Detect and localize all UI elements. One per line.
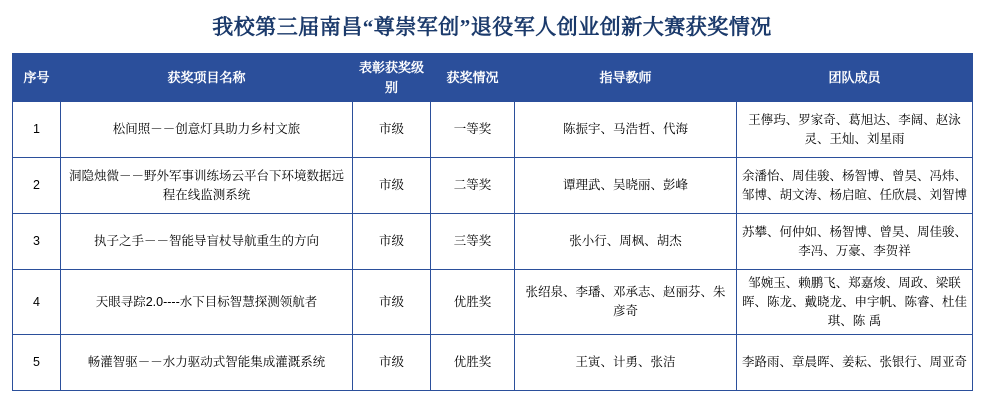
cell-advisors: 陈振宇、马浩哲、代海 bbox=[515, 102, 737, 158]
cell-advisors: 谭理武、吴晓丽、彭峰 bbox=[515, 158, 737, 214]
table-row bbox=[13, 214, 973, 270]
cell-no: 4 bbox=[13, 270, 61, 335]
cell-team-members: 苏攀、何仲如、杨智博、曾昊、周佳骏、李冯、万豪、李贺祥 bbox=[737, 214, 973, 270]
cell-team-members: 李路雨、章晨晖、姜耘、张银行、周亚奇 bbox=[737, 335, 973, 391]
table-row bbox=[13, 270, 973, 335]
table-row bbox=[13, 102, 973, 158]
table-row bbox=[13, 158, 973, 214]
cell-award-status: 三等奖 bbox=[431, 214, 515, 270]
table-row bbox=[13, 335, 973, 391]
cell-team-members: 余潘怡、周佳骏、杨智博、曾昊、冯炜、邹博、胡文涛、杨启暄、任欣晨、刘智博 bbox=[737, 158, 973, 214]
cell-no: 2 bbox=[13, 158, 61, 214]
cell-no: 3 bbox=[13, 214, 61, 270]
cell-award-level: 市级 bbox=[353, 335, 431, 391]
column-header-no: 序号 bbox=[13, 54, 61, 102]
cell-award-status: 二等奖 bbox=[431, 158, 515, 214]
cell-advisors: 张绍泉、李璠、邓承志、赵丽芬、朱彦奇 bbox=[515, 270, 737, 335]
award-table bbox=[12, 53, 973, 391]
table-body bbox=[13, 102, 973, 391]
table-container bbox=[0, 53, 984, 391]
page-title: 我校第三届南昌“尊崇军创”退役军人创业创新大赛获奖情况 bbox=[212, 15, 772, 39]
cell-project-name: 天眼寻踪2.0----水下目标智慧探测领航者 bbox=[61, 270, 353, 335]
column-header-advisors: 指导教师 bbox=[515, 54, 737, 102]
cell-project-name: 执子之手－－智能导盲杖导航重生的方向 bbox=[61, 214, 353, 270]
cell-award-level: 市级 bbox=[353, 158, 431, 214]
column-header-award-level: 表彰获奖级别 bbox=[353, 54, 431, 102]
cell-project-name: 松间照－－创意灯具助力乡村文旅 bbox=[61, 102, 353, 158]
cell-project-name: 畅灌智驱－－水力驱动式智能集成灌溉系统 bbox=[61, 335, 353, 391]
cell-award-status: 优胜奖 bbox=[431, 335, 515, 391]
table-header bbox=[13, 54, 973, 102]
column-header-project-name: 获奖项目名称 bbox=[61, 54, 353, 102]
cell-project-name: 洞隐烛微－－野外军事训练场云平台下环境数据远程在线监测系统 bbox=[61, 158, 353, 214]
cell-advisors: 王寅、计勇、张洁 bbox=[515, 335, 737, 391]
cell-team-members: 王儜玙、罗家奇、葛旭达、李阔、赵泳灵、王灿、刘星雨 bbox=[737, 102, 973, 158]
column-header-team-members: 团队成员 bbox=[737, 54, 973, 102]
cell-no: 5 bbox=[13, 335, 61, 391]
cell-award-status: 一等奖 bbox=[431, 102, 515, 158]
table-header-row bbox=[13, 54, 973, 102]
cell-team-members: 邹婉玉、赖鹏飞、郑嘉焌、周政、梁联晖、陈龙、戴晓龙、申宇帆、陈睿、杜佳琪、陈 禹 bbox=[737, 270, 973, 335]
cell-no: 1 bbox=[13, 102, 61, 158]
cell-award-status: 优胜奖 bbox=[431, 270, 515, 335]
cell-award-level: 市级 bbox=[353, 270, 431, 335]
cell-award-level: 市级 bbox=[353, 102, 431, 158]
cell-award-level: 市级 bbox=[353, 214, 431, 270]
cell-advisors: 张小行、周枫、胡杰 bbox=[515, 214, 737, 270]
column-header-award-status: 获奖情况 bbox=[431, 54, 515, 102]
